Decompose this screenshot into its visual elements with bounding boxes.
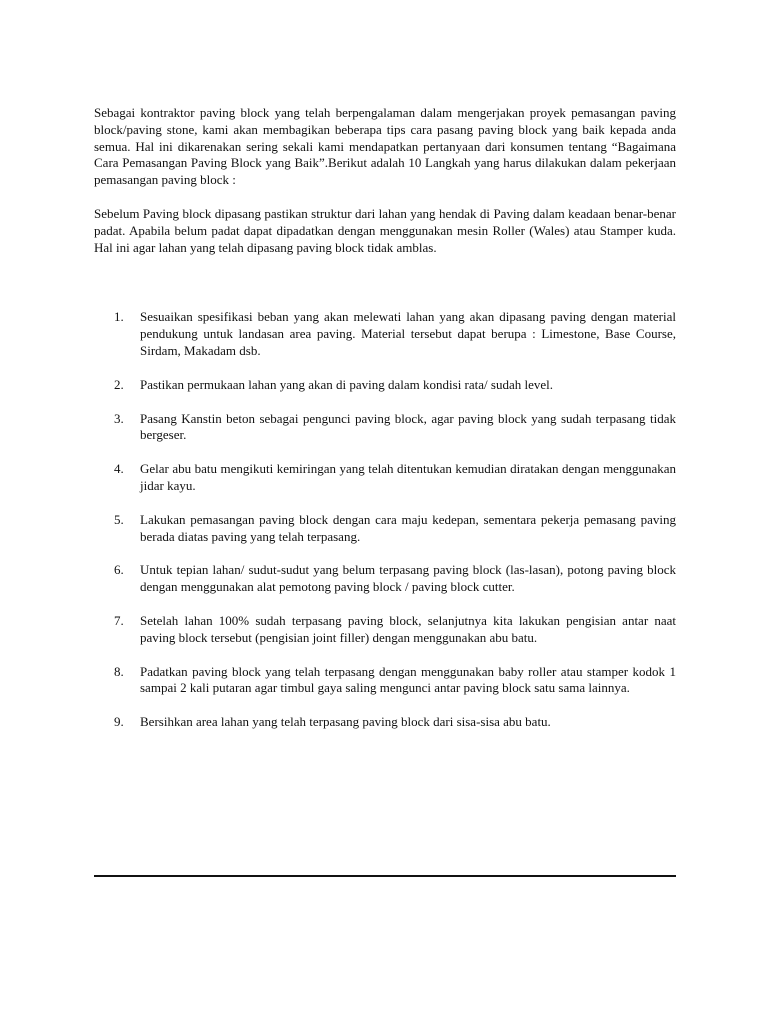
step-number: 8. [114, 663, 124, 679]
step-number: 9. [114, 714, 124, 730]
step-text: Pastikan permukaan lahan yang akan di paving dalam kondisi rata/ sudah level. [140, 376, 553, 392]
step-number: 3. [114, 410, 124, 426]
list-item [94, 461, 676, 495]
step-text: Padatkan paving block yang telah terpasang dengan menggunakan baby roller atau stamper kodok 1 sampai 2 kali putaran agar timbul gaya saling mengunci antar paving block satu sama lainnya. [140, 663, 676, 696]
step-number: 6. [114, 562, 124, 578]
step-text: Gelar abu batu mengikuti kemiringan yang telah ditentukan kemudian diratakan dengan menggunakan jidar kayu. [140, 461, 676, 493]
list-item [94, 377, 676, 394]
list-item [94, 664, 676, 698]
step-text: Untuk tepian lahan/ sudut-sudut yang belum terpasang paving block (las-lasan), potong paving block dengan menggunakan alat pemotong paving block / paving block cutter. [140, 562, 676, 595]
list-item [94, 562, 676, 596]
list-item [94, 512, 676, 546]
preparation-paragraph: Sebelum Paving block dipasang pastikan struktur dari lahan yang hendak di Paving dalam keadaan benar-benar padat. Apabila belum padat dapat dipadatkan dengan menggunakan mesin Roller (Wales) atau Stamper kuda. Hal ini agar lahan yang telah dipasang paving block tidak amblas. [94, 205, 676, 255]
step-number: 1. [114, 309, 124, 325]
list-item [94, 714, 676, 731]
document-body [94, 105, 676, 748]
step-text: Bersihkan area lahan yang telah terpasang paving block dari sisa-sisa abu batu. [140, 714, 551, 730]
list-item [94, 613, 676, 647]
horizontal-divider [94, 875, 676, 877]
step-text: Lakukan pemasangan paving block dengan cara maju kedepan, sementara pekerja pemasang paving berada diatas paving yang telah terpasang. [140, 511, 676, 544]
list-item [94, 309, 676, 359]
step-text: Sesuaikan spesifikasi beban yang akan melewati lahan yang akan dipasang paving dengan material pendukung untuk landasan area paving. Material tersebut dapat berupa : Limestone, Base Course, Sirdam, Makadam dsb. [140, 309, 676, 358]
step-number: 5. [114, 511, 124, 527]
steps-list [94, 309, 676, 731]
step-number: 4. [114, 461, 124, 477]
step-number: 2. [114, 376, 124, 392]
step-text: Setelah lahan 100% sudah terpasang paving block, selanjutnya kita lakukan pengisian antar naat paving block tersebut (pengisian joint filler) dengan menggunakan abu batu. [140, 612, 676, 645]
step-number: 7. [114, 612, 124, 628]
intro-paragraph: Sebagai kontraktor paving block yang telah berpengalaman dalam mengerjakan proyek pemasangan paving block/paving stone, kami akan membagikan beberapa tips cara pasang paving block yang baik kepada anda semua. Hal ini dikarenakan sering sekali kami mendapatkan pertanyaan dari konsumen tentang “Bagaimana Cara Pemasangan Paving Block yang Baik”.Berikut adalah 10 Langkah yang harus dilakukan dalam pekerjaan pemasangan paving block : [94, 105, 676, 188]
step-text: Pasang Kanstin beton sebagai pengunci paving block, agar paving block yang sudah terpasang tidak bergeser. [140, 410, 676, 443]
list-item [94, 411, 676, 445]
